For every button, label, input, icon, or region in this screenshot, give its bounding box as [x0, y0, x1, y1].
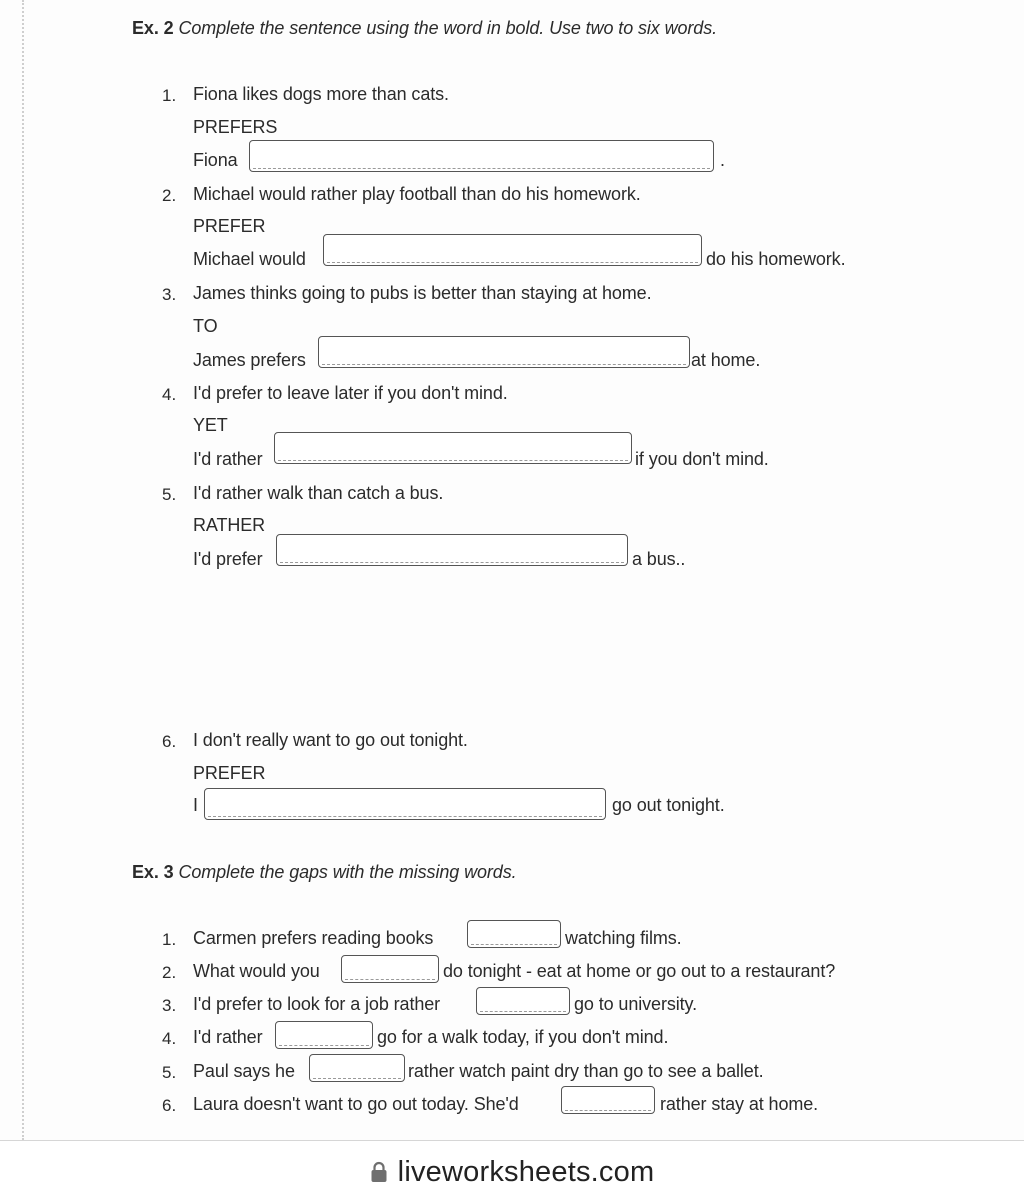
- item-stem-before: I'd rather: [193, 449, 263, 469]
- ex2-heading: [132, 18, 717, 39]
- answer-gap-input[interactable]: [561, 1086, 655, 1114]
- answer-gap-input[interactable]: [276, 534, 628, 566]
- item-number: 1.: [162, 930, 177, 949]
- item-stem-after: go to university.: [574, 994, 698, 1014]
- answer-gap-input[interactable]: [249, 140, 714, 172]
- ex3-heading: [132, 862, 517, 883]
- answer-gap-input[interactable]: [476, 987, 570, 1015]
- item-stem-before: I'd prefer: [193, 549, 263, 569]
- item-keyword: YET: [193, 415, 228, 435]
- item-sentence: James thinks going to pubs is better than staying at home.: [193, 283, 652, 303]
- item-stem-before: Carmen prefers reading books: [193, 928, 434, 948]
- answer-gap-input[interactable]: [318, 336, 690, 368]
- answer-gap-input[interactable]: [341, 955, 439, 983]
- item-stem-after: .: [720, 150, 725, 170]
- item-number: 6.: [162, 732, 177, 751]
- ex3-label: Ex. 3: [132, 862, 174, 882]
- answer-gap-input[interactable]: [467, 920, 561, 948]
- item-stem-after: a bus..: [632, 549, 686, 569]
- item-keyword: TO: [193, 316, 218, 336]
- item-number: 4.: [162, 385, 177, 404]
- item-number: 1.: [162, 86, 177, 105]
- item-stem-before: Paul says he: [193, 1061, 295, 1081]
- item-stem-after: at home.: [691, 350, 761, 370]
- item-number: 5.: [162, 1063, 177, 1082]
- item-sentence: Fiona likes dogs more than cats.: [193, 84, 449, 104]
- item-stem-before: Fiona: [193, 150, 238, 170]
- answer-gap-input[interactable]: [309, 1054, 405, 1082]
- item-keyword: RATHER: [193, 515, 266, 535]
- item-stem-before: Michael would: [193, 249, 306, 269]
- item-keyword: PREFER: [193, 216, 266, 236]
- page-edge-divider: [22, 0, 24, 1140]
- item-stem-after: do his homework.: [706, 249, 846, 269]
- item-number: 2.: [162, 963, 177, 982]
- item-sentence: I'd prefer to leave later if you don't mind.: [193, 383, 508, 403]
- item-stem-after: go out tonight.: [612, 795, 725, 815]
- ex3-instruction: Complete the gaps with the missing words.: [178, 862, 517, 882]
- item-stem-after: do tonight - eat at home or go out to a restaurant?: [443, 961, 836, 981]
- item-sentence: I'd rather walk than catch a bus.: [193, 483, 444, 503]
- item-stem-before: I: [193, 795, 198, 815]
- item-stem-after: rather watch paint dry than go to see a ballet.: [408, 1061, 764, 1081]
- answer-gap-input[interactable]: [323, 234, 702, 266]
- lock-icon: [370, 1161, 388, 1183]
- answer-gap-input[interactable]: [275, 1021, 373, 1049]
- item-number: 6.: [162, 1096, 177, 1115]
- item-stem-before: I'd rather: [193, 1027, 263, 1047]
- item-sentence: Michael would rather play football than do his homework.: [193, 184, 641, 204]
- item-keyword: PREFER: [193, 763, 266, 783]
- item-keyword: PREFERS: [193, 117, 278, 137]
- item-number: 2.: [162, 186, 177, 205]
- address-bar[interactable]: [0, 1140, 1024, 1203]
- item-number: 4.: [162, 1029, 177, 1048]
- item-number: 5.: [162, 485, 177, 504]
- item-number: 3.: [162, 996, 177, 1015]
- site-url[interactable]: liveworksheets.com: [397, 1155, 655, 1188]
- item-stem-before: I'd prefer to look for a job rather: [193, 994, 441, 1014]
- item-stem-after: go for a walk today, if you don't mind.: [377, 1027, 669, 1047]
- item-stem-before: What would you: [193, 961, 320, 981]
- item-stem-before: James prefers: [193, 350, 306, 370]
- item-number: 3.: [162, 285, 177, 304]
- ex2-label: Ex. 2: [132, 18, 174, 38]
- answer-gap-input[interactable]: [274, 432, 632, 464]
- item-stem-after: watching films.: [565, 928, 682, 948]
- item-stem-after: if you don't mind.: [635, 449, 769, 469]
- ex2-instruction: Complete the sentence using the word in bold. Use two to six words.: [178, 18, 718, 38]
- item-stem-before: Laura doesn't want to go out today. She'd: [193, 1094, 519, 1114]
- answer-gap-input[interactable]: [204, 788, 606, 820]
- item-stem-after: rather stay at home.: [660, 1094, 819, 1114]
- item-sentence: I don't really want to go out tonight.: [193, 730, 468, 750]
